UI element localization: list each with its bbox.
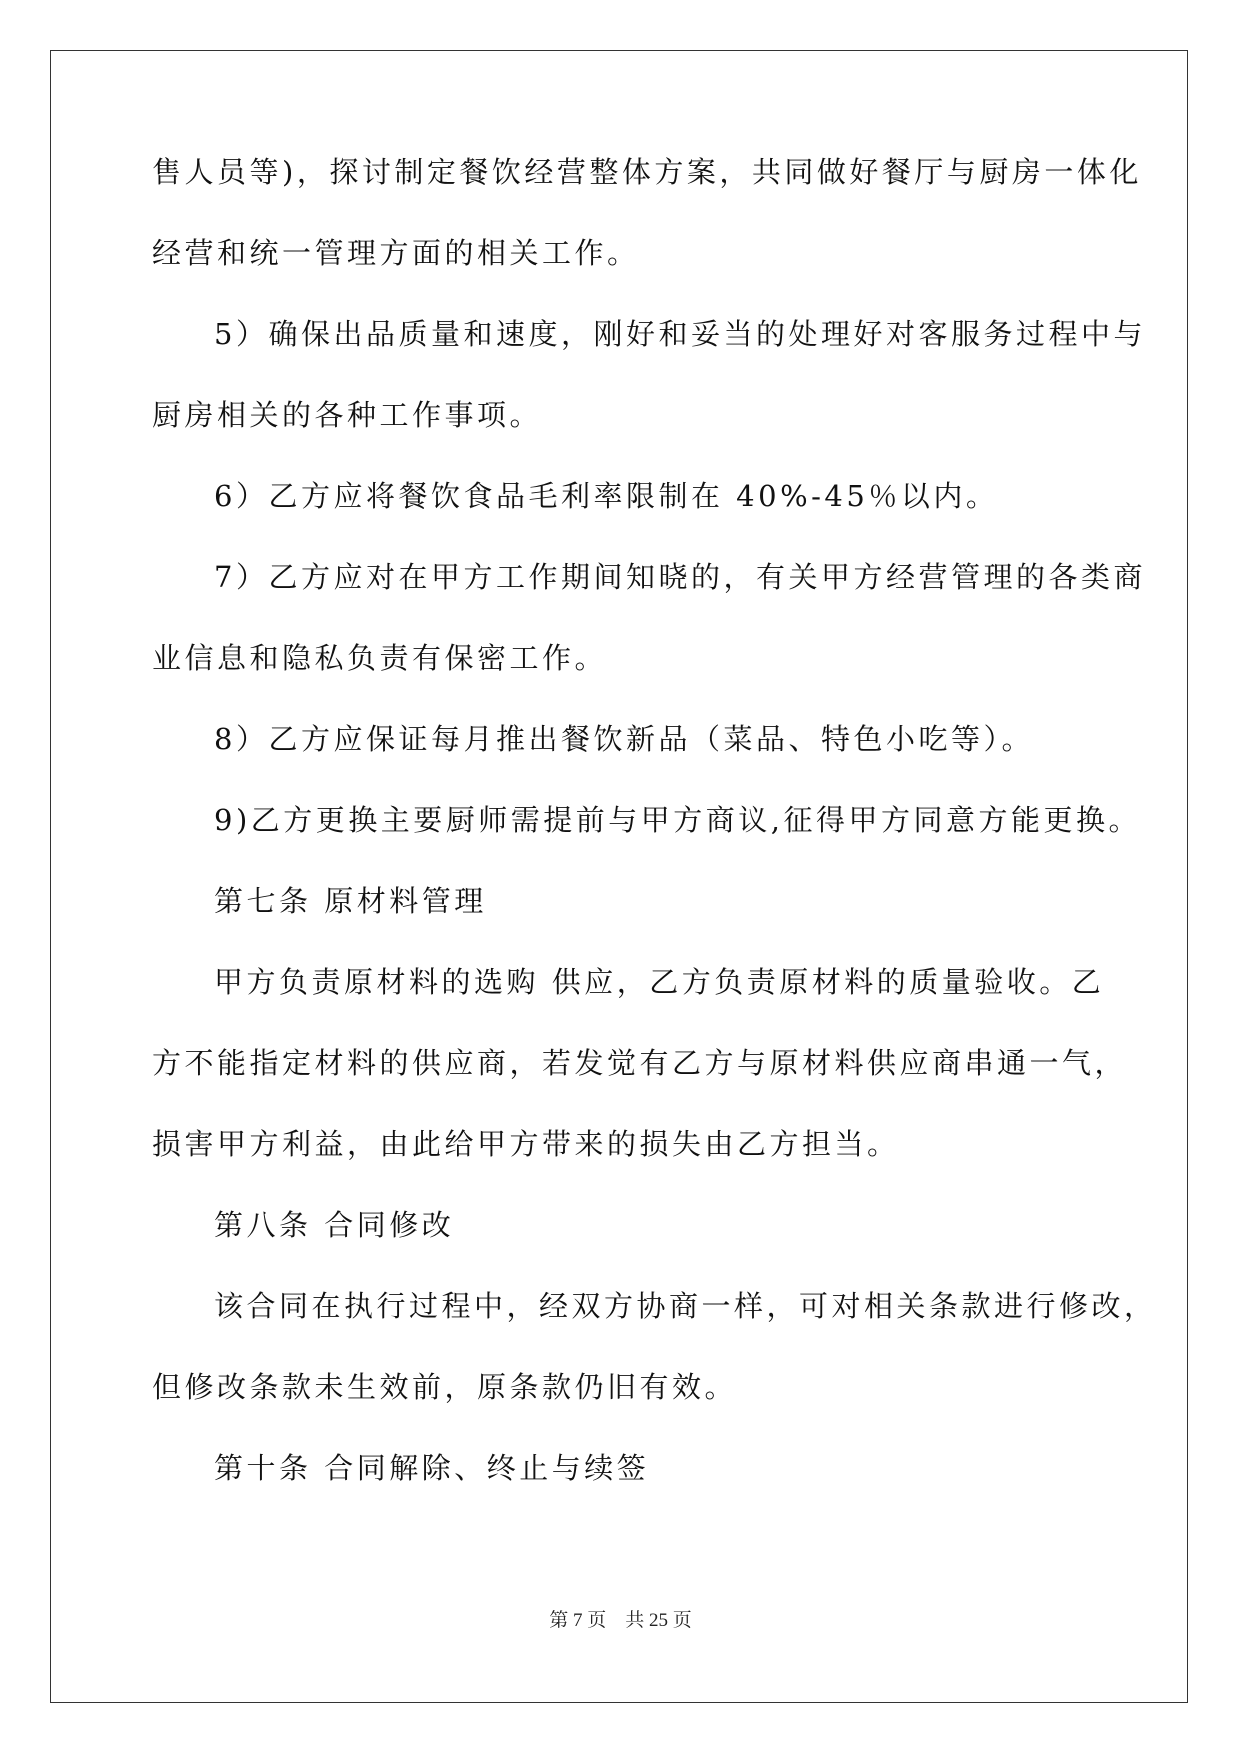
- document-body: [152, 155, 1157, 1537]
- text-line: 9)乙方更换主要厨师需提前与甲方商议,征得甲方同意方能更换。: [214, 803, 1141, 837]
- text-line: 第七条 原材料管理: [214, 884, 487, 918]
- text-line: 甲方负责原材料的选购 供应，乙方负责原材料的质量验收。乙: [214, 965, 1105, 999]
- text-line: 6）乙方应将餐饮食品毛利率限制在 40%-45％以内。: [214, 479, 999, 513]
- page-number: 第 7 页 共 25 页: [549, 1610, 692, 1631]
- text-line: 8）乙方应保证每月推出餐饮新品（菜品、特色小吃等）。: [214, 722, 1034, 756]
- text-line: 经营和统一管理方面的相关工作。: [152, 236, 640, 270]
- text-line: 厨房相关的各种工作事项。: [152, 398, 543, 432]
- text-line: 损害甲方利益，由此给甲方带来的损失由乙方担当。: [152, 1127, 900, 1161]
- text-line: 第八条 合同修改: [214, 1208, 455, 1242]
- text-line: 第十条 合同解除、终止与续签: [214, 1451, 650, 1485]
- text-line: 售人员等)，探讨制定餐饮经营整体方案，共同做好餐厅与厨房一体化: [152, 155, 1142, 189]
- text-line: 方不能指定材料的供应商，若发觉有乙方与原材料供应商串通一气，: [152, 1046, 1128, 1080]
- page-footer: [0, 1605, 1241, 1632]
- text-line: 该合同在执行过程中，经双方协商一样，可对相关条款进行修改，: [214, 1289, 1157, 1323]
- text-line: 7）乙方应对在甲方工作期间知晓的，有关甲方经营管理的各类商: [214, 560, 1146, 594]
- text-line: 但修改条款未生效前，原条款仍旧有效。: [152, 1370, 738, 1404]
- text-line: 5）确保出品质量和速度，刚好和妥当的处理好对客服务过程中与: [214, 317, 1146, 351]
- text-line: 业信息和隐私负责有保密工作。: [152, 641, 608, 675]
